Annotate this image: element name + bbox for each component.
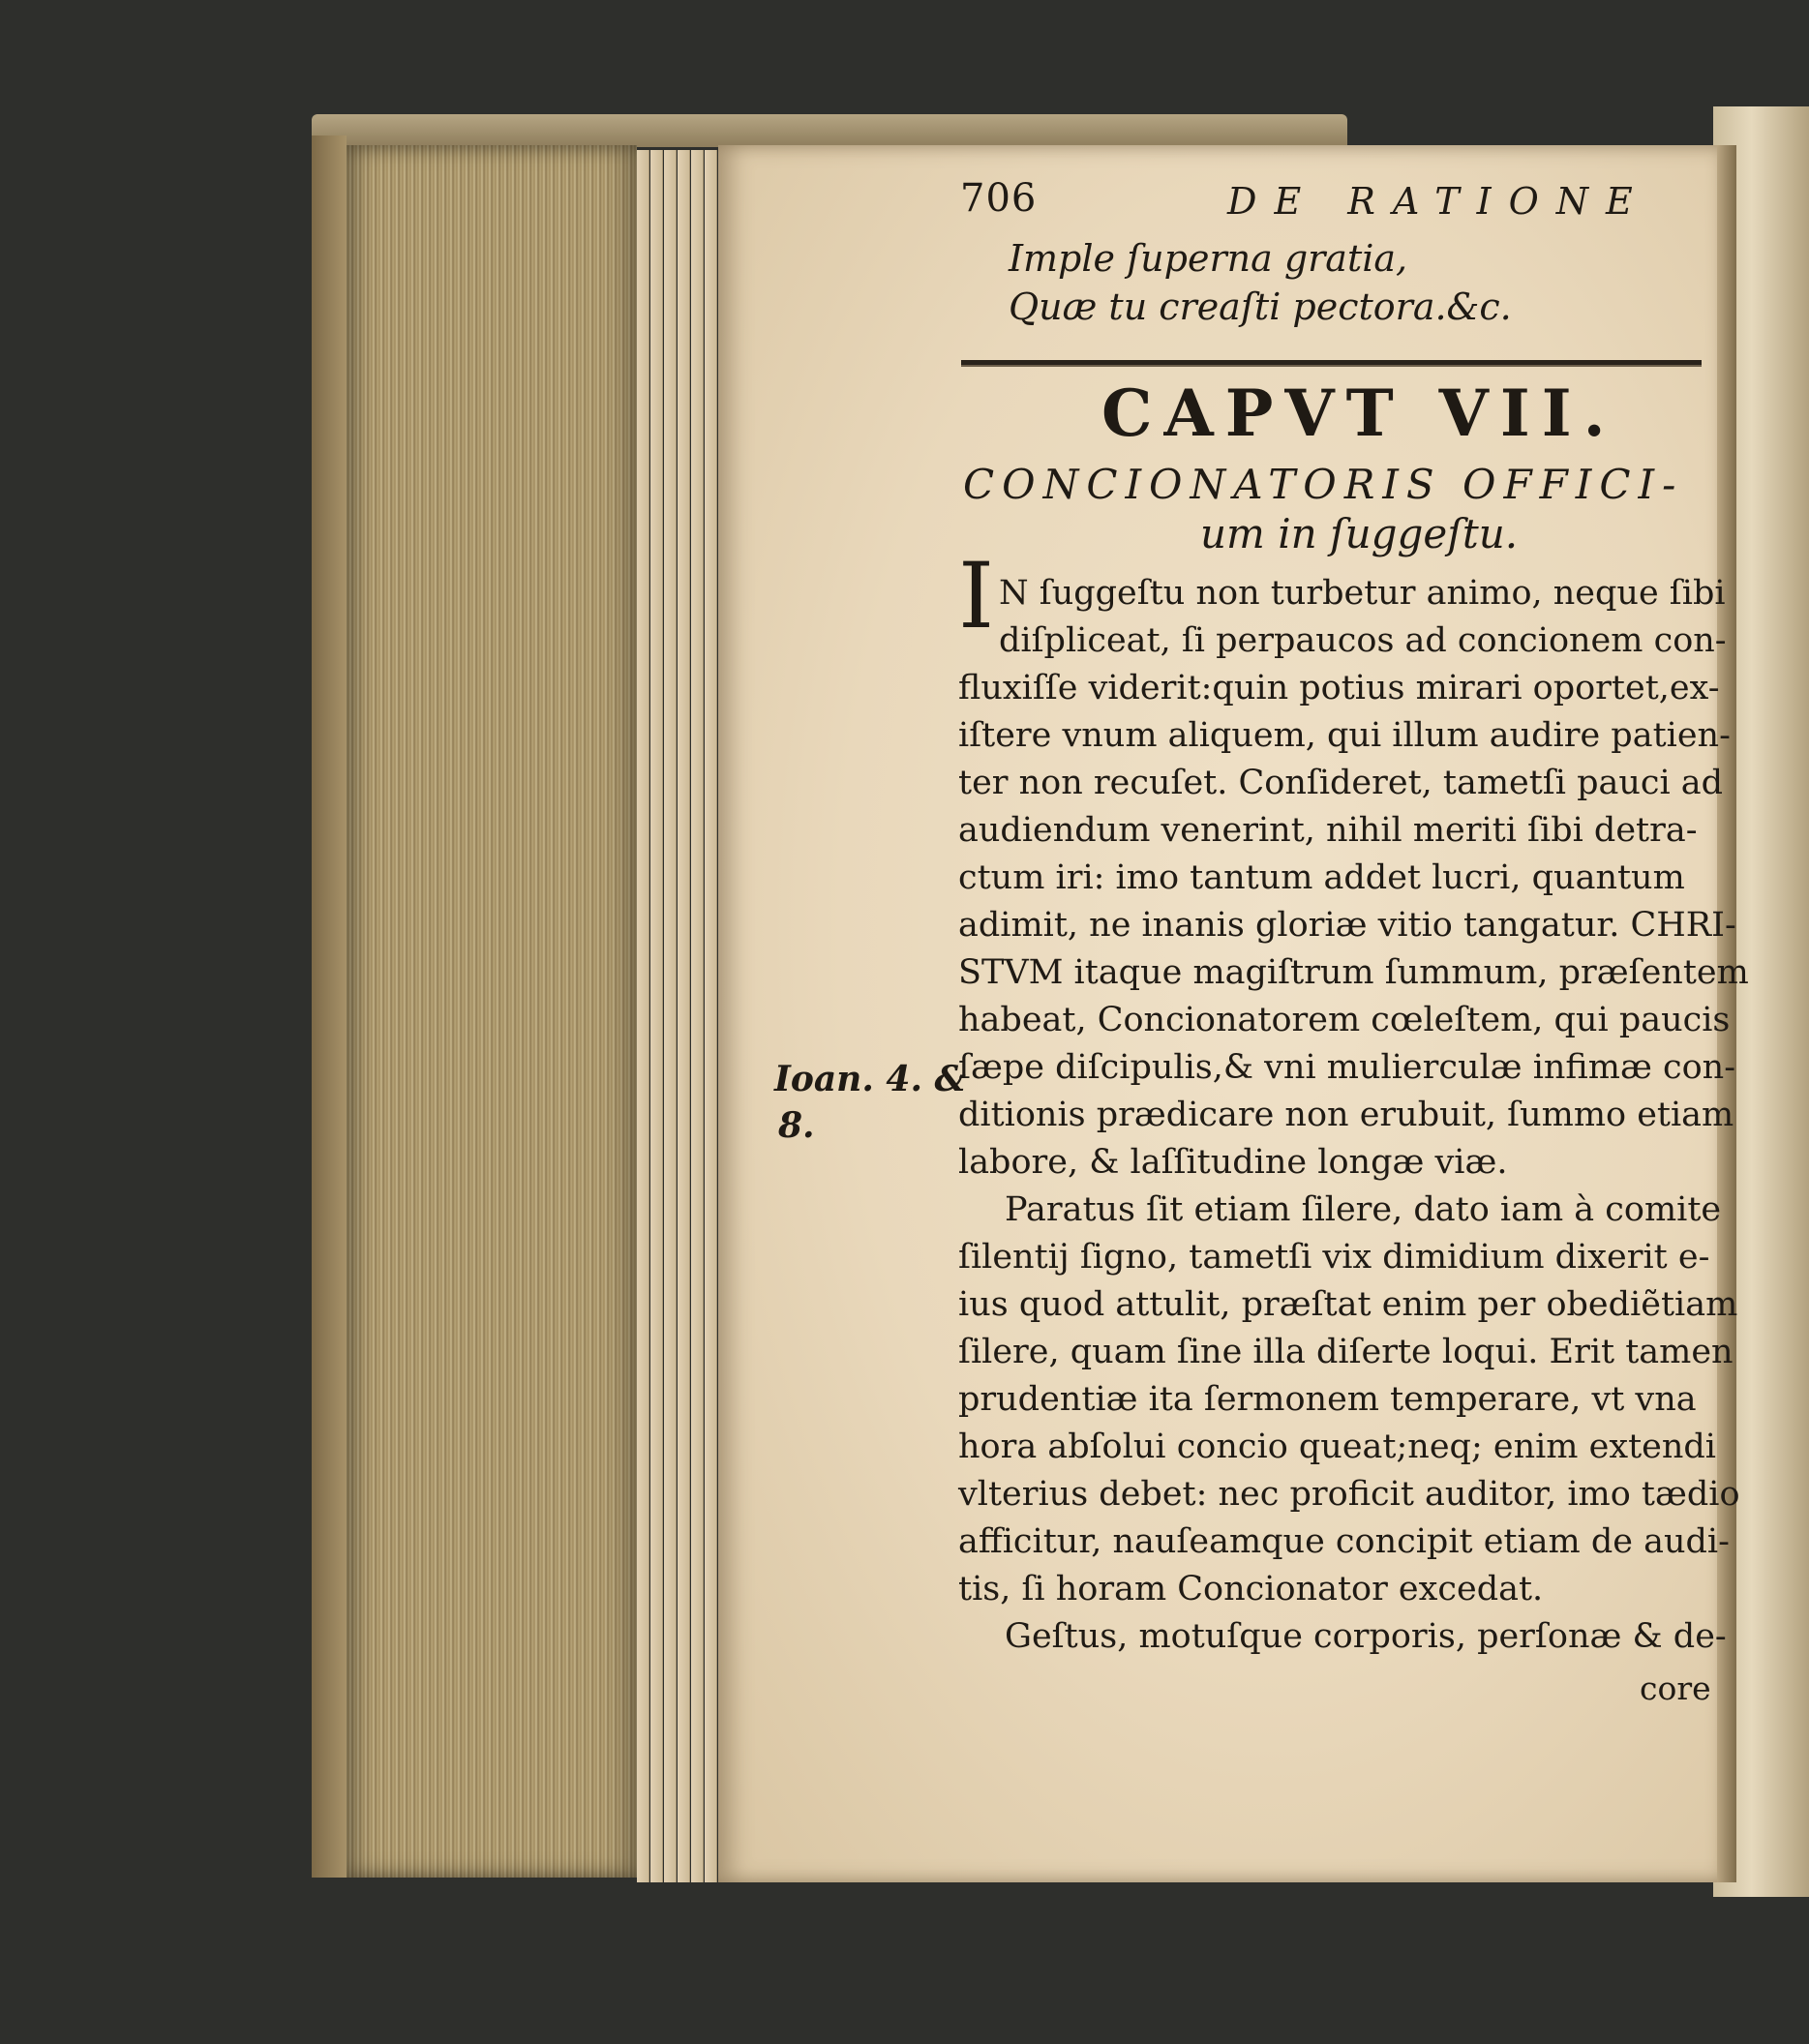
body-line: ſæpe diſcipulis,& vni mulierculæ infimæ con- <box>958 1048 1736 1087</box>
margin-note-line-1: Ioan. 4. & <box>774 1059 967 1099</box>
body-line: Geſtus, motuſque corporis, perſonæ & de- <box>1005 1617 1727 1656</box>
body-line: ius quod attulit, præſtat enim per obediẽtiam <box>958 1285 1738 1324</box>
drop-cap: I <box>958 544 995 649</box>
body-line: prudentiæ ita ſermonem temperare, vt vna <box>958 1380 1697 1419</box>
body-line: labore, & laſſitudine longæ viæ. <box>958 1143 1508 1182</box>
body-line: afficitur, nauſeamque concipit etiam de audi- <box>958 1522 1730 1561</box>
page-fan-6 <box>705 150 717 1882</box>
page-fan-3 <box>664 150 677 1882</box>
section-rule <box>961 360 1702 367</box>
body-line: diſpliceat, ſi perpaucos ad concionem con- <box>999 621 1727 660</box>
body-line: audiendum venerint, nihil meriti ſibi detra- <box>958 811 1698 850</box>
page-stack <box>347 145 637 1878</box>
body-line: ſilentij ſigno, tametſi vix dimidium dixerit e- <box>958 1238 1710 1277</box>
body-line: ditionis prædicare non erubuit, ſummo etiam <box>958 1096 1734 1134</box>
body-line: iſtere vnum aliquem, qui illum audire patien- <box>958 716 1731 755</box>
chapter-subtitle-line-2: um in ſuggeſtu. <box>1200 510 1519 557</box>
margin-note-line-2: 8. <box>778 1105 815 1146</box>
chapter-subtitle-line-1: CONCIONATORIS OFFICI- <box>963 461 1684 508</box>
page-fan-2 <box>650 150 663 1882</box>
body-line: habeat, Concionatorem cœleſtem, qui paucis <box>958 1001 1731 1039</box>
body-line: STVM itaque magiſtrum ſummum, præſentem <box>958 953 1749 992</box>
body-line: N ſuggeſtu non turbetur animo, neque ſibi <box>999 574 1726 613</box>
page-fan-1 <box>637 150 649 1882</box>
body-line: adimit, ne inanis gloriæ vitio tangatur. CHRI- <box>958 906 1736 945</box>
book-spine <box>312 135 347 1878</box>
body-line: vlterius debet: nec proficit auditor, imo tædio <box>958 1475 1740 1514</box>
catchword: core <box>1640 1669 1711 1707</box>
body-line: Paratus ſit etiam ſilere, dato iam à comite <box>1005 1190 1722 1229</box>
page-number: 706 <box>960 176 1038 221</box>
body-line: ctum iri: imo tantum addet lucri, quantum <box>958 858 1685 897</box>
chapter-title: CAPVT VII. <box>1101 376 1617 451</box>
verse-line-2: Quæ tu creaſti pectora.&c. <box>1009 286 1512 328</box>
running-head: DE RATIONE <box>1227 180 1650 223</box>
page-fan-4 <box>678 150 690 1882</box>
body-line: ter non recuſet. Conſideret, tametſi pauci ad <box>958 764 1724 802</box>
body-line: fluxiſſe viderit:quin potius mirari oportet,ex- <box>958 669 1720 707</box>
body-line: tis, ſi horam Concionator excedat. <box>958 1570 1544 1608</box>
body-line: ſilere, quam ſine illa diſerte loqui. Erit tamen <box>958 1333 1734 1371</box>
book-top-edge <box>312 114 1347 147</box>
body-line: hora abſolui concio queat;neq; enim extendi <box>958 1428 1716 1466</box>
verse-line-1: Imple ſuperna gratia, <box>1009 237 1408 280</box>
page-fan-5 <box>691 150 704 1882</box>
